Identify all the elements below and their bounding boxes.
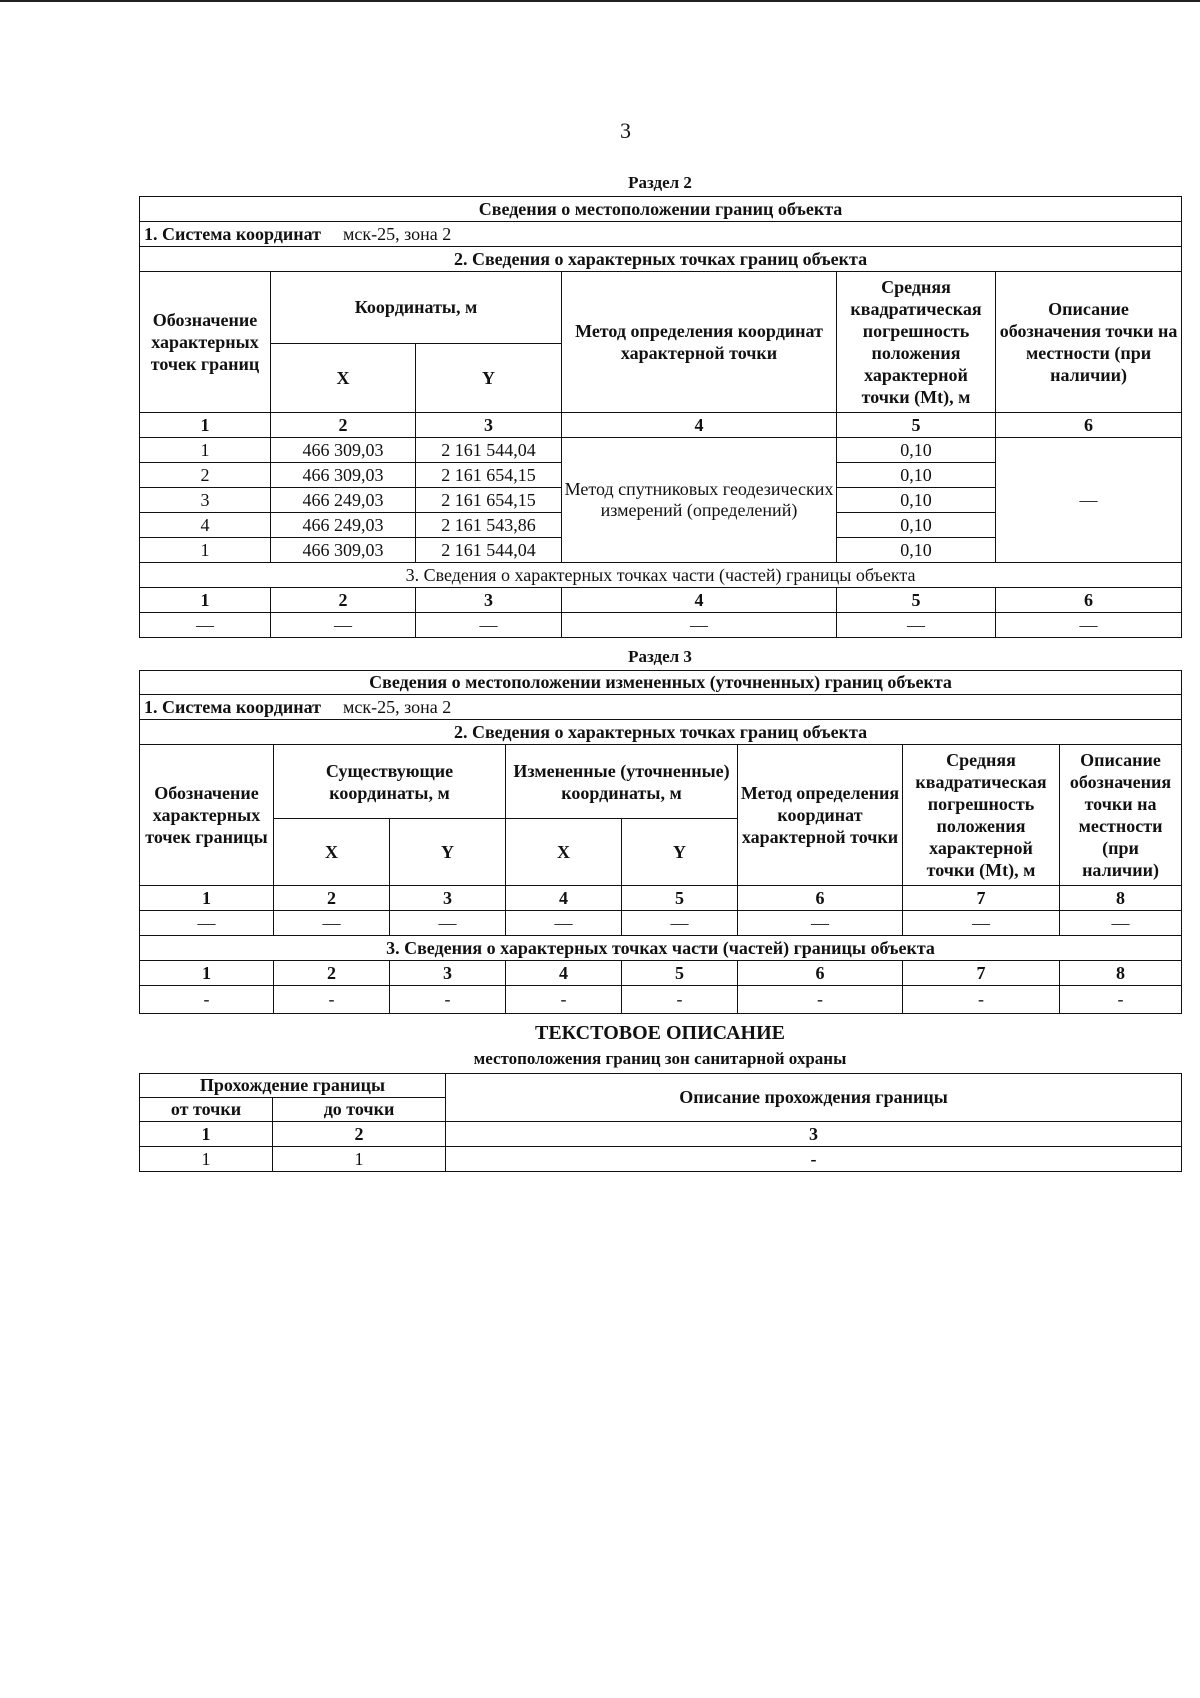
col-number: 3 — [446, 1122, 1182, 1147]
text-description-title: ТЕКСТОВОЕ ОПИСАНИЕ — [534, 1022, 785, 1044]
header-x: X — [506, 819, 622, 886]
col-number: 2 — [273, 1122, 446, 1147]
header-coordinates: Координаты, м — [271, 272, 562, 344]
to-point-value: 1 — [273, 1147, 446, 1172]
coord-y: 2 161 544,04 — [416, 538, 562, 563]
point-number: 1 — [140, 538, 271, 563]
col-number: 5 — [622, 961, 738, 986]
boundary-passage-table — [139, 1073, 1182, 1172]
col-number: 1 — [140, 413, 271, 438]
passage-description-value: - — [446, 1147, 1182, 1172]
page-number: 3 — [620, 118, 631, 143]
coordinate-system-row — [140, 695, 1182, 720]
col-number: 5 — [837, 588, 996, 613]
table-row — [140, 438, 1182, 463]
coordinate-system-row — [140, 222, 1182, 247]
header-designation: Обозначение характерных точек границы — [140, 745, 274, 886]
table-row — [140, 986, 1182, 1014]
empty-value: — — [562, 613, 837, 638]
section3-title: Сведения о местоположении измененных (уточненных) границ объекта — [140, 671, 1182, 695]
error-value: 0,10 — [837, 538, 996, 563]
col-number: 7 — [903, 886, 1060, 911]
coord-y: 2 161 544,04 — [416, 438, 562, 463]
from-point-value: 1 — [140, 1147, 273, 1172]
empty-value: — — [1060, 911, 1182, 936]
empty-value: - — [506, 986, 622, 1014]
col-number: 6 — [996, 588, 1182, 613]
header-description: Описание обозначения точки на местности (при наличии) — [1060, 745, 1182, 886]
column-number-row — [140, 1122, 1182, 1147]
empty-value: — — [506, 911, 622, 936]
empty-value: — — [996, 613, 1182, 638]
empty-value: — — [903, 911, 1060, 936]
header-from-point: от точки — [140, 1098, 273, 1122]
coord-x: 466 249,03 — [271, 488, 416, 513]
col-number: 7 — [903, 961, 1060, 986]
col-number: 6 — [738, 886, 903, 911]
col-number: 5 — [837, 413, 996, 438]
empty-value: - — [140, 986, 274, 1014]
col-number: 3 — [390, 886, 506, 911]
empty-value: — — [837, 613, 996, 638]
empty-value: — — [390, 911, 506, 936]
column-number-row — [140, 961, 1182, 986]
point-number: 4 — [140, 513, 271, 538]
header-passage: Прохождение границы — [140, 1074, 446, 1098]
empty-value: — — [274, 911, 390, 936]
header-x: X — [271, 344, 416, 413]
col-number: 1 — [140, 886, 274, 911]
empty-value: - — [274, 986, 390, 1014]
table-row — [140, 1147, 1182, 1172]
empty-value: — — [271, 613, 416, 638]
col-number: 1 — [140, 961, 274, 986]
coord-x: 466 309,03 — [271, 438, 416, 463]
col-number: 4 — [562, 413, 837, 438]
empty-value: — — [140, 613, 271, 638]
col-number: 4 — [506, 961, 622, 986]
header-y: Y — [416, 344, 562, 413]
column-number-row — [140, 588, 1182, 613]
text-description-subtitle: местоположения границ зон санитарной охраны — [473, 1049, 847, 1068]
table-row — [140, 911, 1182, 936]
col-number: 2 — [271, 588, 416, 613]
coord-y: 2 161 654,15 — [416, 463, 562, 488]
coord-x: 466 309,03 — [271, 463, 416, 488]
header-to-point: до точки — [273, 1098, 446, 1122]
point-number: 2 — [140, 463, 271, 488]
coordinate-system-value: мск-25, зона 2 — [342, 223, 452, 244]
col-number: 3 — [416, 413, 562, 438]
point-number: 3 — [140, 488, 271, 513]
coordinate-system-label: 1. Система координат — [144, 223, 321, 244]
col-number: 8 — [1060, 886, 1182, 911]
coord-x: 466 309,03 — [271, 538, 416, 563]
top-scan-edge — [0, 0, 1200, 2]
empty-value: — — [416, 613, 562, 638]
error-value: 0,10 — [837, 513, 996, 538]
empty-value: - — [738, 986, 903, 1014]
error-value: 0,10 — [837, 438, 996, 463]
empty-value: — — [622, 911, 738, 936]
header-x: X — [274, 819, 390, 886]
points-subtitle: 2. Сведения о характерных точках границ объекта — [140, 247, 1182, 272]
column-number-row — [140, 413, 1182, 438]
col-number: 6 — [738, 961, 903, 986]
col-number: 4 — [562, 588, 837, 613]
col-number: 3 — [416, 588, 562, 613]
table-row — [140, 613, 1182, 638]
section2-title: Сведения о местоположении границ объекта — [140, 197, 1182, 222]
error-value: 0,10 — [837, 488, 996, 513]
coordinate-system-value: мск-25, зона 2 — [342, 696, 452, 717]
col-number: 8 — [1060, 961, 1182, 986]
column-number-row — [140, 886, 1182, 911]
section2-table — [139, 196, 1182, 638]
points-subtitle: 2. Сведения о характерных точках границ объекта — [140, 720, 1182, 745]
error-value: 0,10 — [837, 463, 996, 488]
coord-y: 2 161 543,86 — [416, 513, 562, 538]
part-points-subtitle: 3. Сведения о характерных точках части (частей) границы объекта — [140, 563, 1182, 588]
empty-value: - — [1060, 986, 1182, 1014]
col-number: 1 — [140, 588, 271, 613]
header-changed-coordinates: Измененные (уточненные) координаты, м — [506, 745, 738, 819]
section3-table — [139, 670, 1182, 1014]
part-points-subtitle: 3. Сведения о характерных точках части (частей) границы объекта — [140, 936, 1182, 961]
col-number: 5 — [622, 886, 738, 911]
col-number: 2 — [274, 961, 390, 986]
header-description: Описание обозначения точки на местности (при наличии) — [996, 272, 1182, 413]
section3-caption: Раздел 3 — [628, 647, 692, 666]
empty-value: - — [390, 986, 506, 1014]
col-number: 2 — [274, 886, 390, 911]
coord-x: 466 249,03 — [271, 513, 416, 538]
col-number: 6 — [996, 413, 1182, 438]
header-y: Y — [622, 819, 738, 886]
point-number: 1 — [140, 438, 271, 463]
empty-value: — — [738, 911, 903, 936]
col-number: 4 — [506, 886, 622, 911]
coord-y: 2 161 654,15 — [416, 488, 562, 513]
empty-value: - — [622, 986, 738, 1014]
coordinate-system-label: 1. Система координат — [144, 696, 321, 717]
header-y: Y — [390, 819, 506, 886]
col-number: 1 — [140, 1122, 273, 1147]
section2-caption: Раздел 2 — [628, 173, 692, 192]
empty-value: — — [140, 911, 274, 936]
header-passage-description: Описание прохождения границы — [446, 1074, 1182, 1122]
description-cell: — — [996, 438, 1182, 563]
header-designation: Обозначение характерных точек границ — [140, 272, 271, 413]
empty-value: - — [903, 986, 1060, 1014]
header-method: Метод определения координат характерной точки — [738, 745, 903, 886]
header-existing-coordinates: Существующие координаты, м — [274, 745, 506, 819]
header-error: Средняя квадратическая погрешность положения характерной точки (Mt), м — [903, 745, 1060, 886]
col-number: 2 — [271, 413, 416, 438]
header-error: Средняя квадратическая погрешность положения характерной точки (Mt), м — [837, 272, 996, 413]
col-number: 3 — [390, 961, 506, 986]
method-cell: Метод спутниковых геодезических измерений (определений) — [562, 438, 837, 563]
header-method: Метод определения координат характерной точки — [562, 272, 837, 413]
